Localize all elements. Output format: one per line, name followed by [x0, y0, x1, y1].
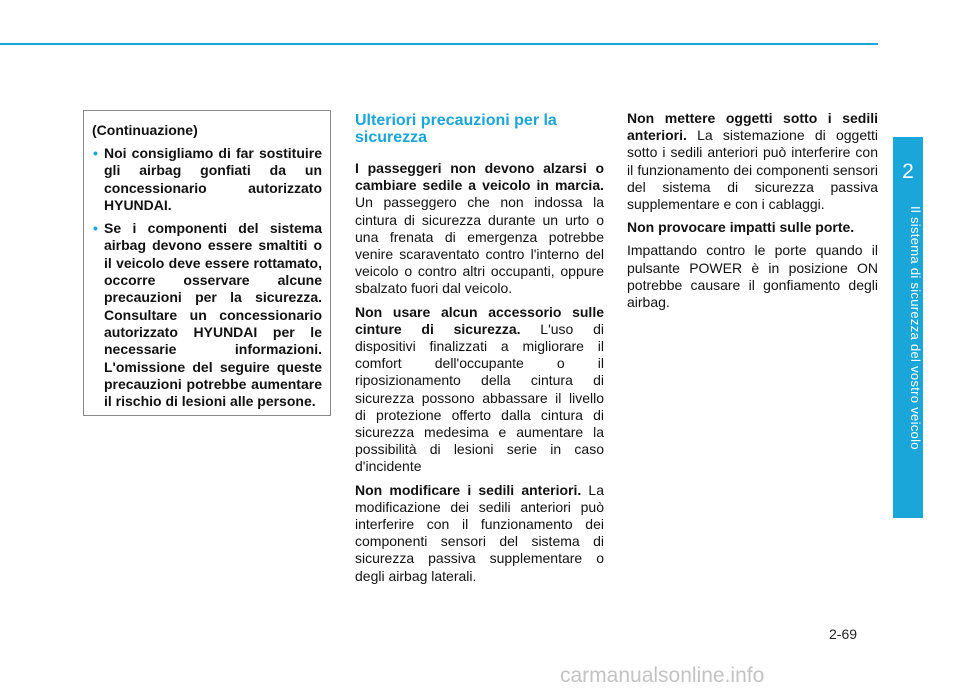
caution-bullet-text: Noi consigliamo di far sostituire gli airbag gonfiati da un concessionario autorizzato HYUNDAI. — [104, 145, 322, 213]
bullet-dot-icon: • — [93, 220, 98, 237]
caution-bullet-list — [92, 145, 322, 410]
page-number: 2-69 — [829, 626, 858, 642]
paragraph-lead: I passeggeri non devono alzarsi o cambiare sedile a veicolo in marcia. — [355, 160, 604, 194]
chapter-title: Il sistema di sicurezza del vostro veicolo — [908, 206, 923, 450]
caution-box-heading: (Continuazione) — [92, 122, 198, 138]
middle-column — [355, 112, 604, 591]
bullet-dot-icon: • — [93, 145, 98, 161]
paragraph-lead: Non provocare impatti sulle porte. — [627, 219, 855, 236]
caution-bullet-item — [92, 145, 322, 214]
paragraph — [355, 304, 604, 476]
paragraph-lead: Non mettere oggetti sotto i sedili anteriori. — [627, 110, 878, 144]
caution-bullet-item — [92, 220, 322, 410]
right-column — [627, 110, 878, 317]
paragraph — [627, 219, 878, 236]
caution-bullet-text: Se i componenti del sistema airbag devono essere smaltiti o il veicolo deve essere rottamato, occorre osservare alcune precauzioni per la sicurezza. Consultare un concessionario autorizzato HYUNDAI per le necessarie informazioni. L'omissione del seguire queste precauzioni potrebbe aumentare il rischio di lesioni alle persone. — [104, 220, 322, 410]
paragraph — [627, 242, 878, 311]
paragraph-lead: Non usare alcun accessorio sulle cinture di sicurezza. — [355, 303, 604, 337]
watermark: carmanualsonline.info — [560, 664, 765, 687]
paragraph-body: La sistemazione di oggetti sotto i sedili anteriori può interferire con il funzionamento dei componenti sensori del sistema di sicurezza passiva supplementare e con i cablaggi. — [627, 127, 878, 213]
paragraph — [627, 110, 878, 213]
caution-box — [83, 110, 331, 416]
header-rule — [0, 43, 878, 45]
paragraph-body: La modificazione dei sedili anteriori può interferire con il funzionamento dei componenti sensori del sistema di sicurezza passiva supplementare o degli airbag laterali. — [355, 481, 604, 584]
paragraph-body: L'uso di dispositivi finalizzati a migliorare il comfort dell'occupante o il riposizionamento della cintura di sicurezza possono abbassare il livello di protezione offerto dalla cintura di sicurezza medesima e aumentare la possibilità di lesioni serie in caso d'incidente — [355, 320, 604, 475]
paragraph — [355, 160, 604, 298]
section-title: Ulteriori precauzioni per la sicurezza — [355, 112, 557, 146]
paragraph-body: Impattando contro le porte quando il pulsante POWER è in posizione ON potrebbe causare il gonfiamento degli airbag. — [627, 242, 878, 311]
paragraph-body: Un passeggero che non indossa la cintura di sicurezza durante un urto o una frenata di emergenza potrebbe venire scaraventato contro l'interno del veicolo o contro altri occupanti, oppure sbalzato fuori dal veicolo. — [355, 194, 604, 297]
paragraph — [355, 482, 604, 585]
paragraph-lead: Non modificare i sedili anteriori. — [355, 481, 582, 498]
chapter-number: 2 — [902, 160, 914, 183]
